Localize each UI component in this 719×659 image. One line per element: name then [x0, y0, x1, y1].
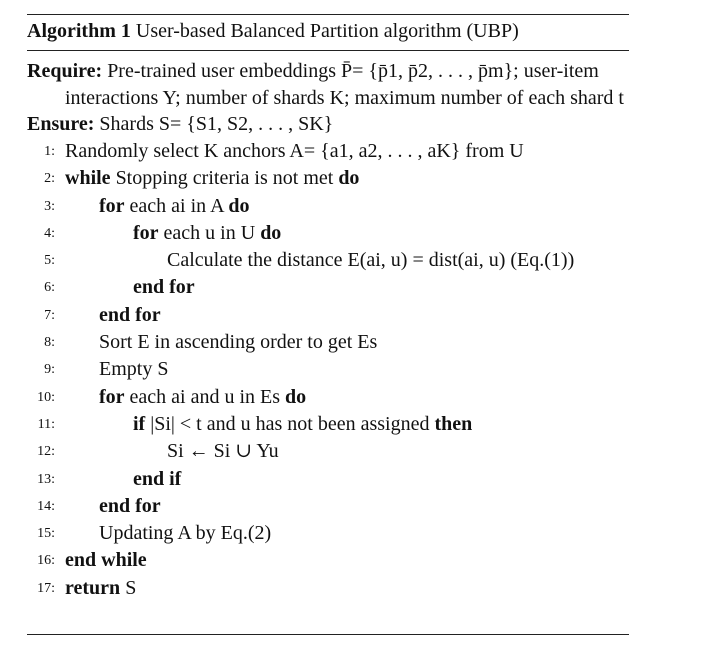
- line-4: [27, 220, 629, 247]
- line-text: if |Si| < t and u has not been assigned then: [133, 412, 473, 435]
- bottom-rule: [27, 634, 629, 635]
- require-label: Require:: [27, 60, 103, 82]
- line-9: [27, 356, 629, 383]
- line-number: 16:: [37, 553, 55, 569]
- line-text: Calculate the distance E(ai, u) = dist(ai, u) (Eq.(1)): [167, 249, 575, 272]
- algorithm-title-text: User-based Balanced Partition algorithm (UBP): [135, 20, 519, 42]
- line-5: [27, 247, 629, 274]
- line-13: [27, 466, 629, 493]
- algorithm-label: Algorithm 1: [27, 20, 131, 42]
- line-text: Sort E in ascending order to get Es: [99, 331, 378, 354]
- line-text: end for: [99, 494, 161, 517]
- line-number: 9:: [44, 362, 55, 378]
- line-number: 15:: [37, 526, 55, 542]
- line-16: [27, 547, 629, 574]
- line-text: for each ai in A do: [99, 194, 250, 217]
- line-1: [27, 138, 629, 165]
- line-number: 1:: [44, 144, 55, 159]
- ensure-text: Shards S= {S1, S2, . . . , SK}: [99, 113, 334, 135]
- line-number: 11:: [37, 416, 55, 432]
- line-8: [27, 329, 629, 356]
- line-text: for each ai and u in Es do: [99, 385, 307, 408]
- require-text: Pre-trained user embeddings P̄= {p̄1, p̄2, . . . , p̄m}; user-item interactions Y; number of shards K; maximum number of each shard t: [65, 60, 624, 109]
- line-14: [27, 493, 629, 520]
- line-number: 4:: [44, 225, 55, 241]
- line-number: 12:: [37, 444, 55, 460]
- require-block: [27, 58, 629, 111]
- line-6: [27, 274, 629, 301]
- line-text: Randomly select K anchors A= {a1, a2, . . . , aK} from U: [65, 140, 524, 162]
- algorithm-body: [27, 58, 629, 602]
- line-number: 10:: [37, 389, 55, 405]
- line-number: 8:: [44, 335, 55, 351]
- ensure-block: [27, 111, 629, 138]
- line-number: 6:: [44, 280, 55, 296]
- line-text: while Stopping criteria is not met do: [65, 167, 360, 190]
- line-text: Empty S: [99, 358, 169, 381]
- line-number: 7:: [44, 307, 55, 323]
- line-3: [27, 193, 629, 220]
- line-15: [27, 520, 629, 547]
- line-text: end for: [133, 276, 195, 299]
- line-11: [27, 411, 629, 438]
- ensure-label: Ensure:: [27, 113, 95, 135]
- line-number: 13:: [37, 471, 55, 487]
- line-text: for each u in U do: [133, 221, 282, 244]
- line-2: [27, 165, 629, 192]
- line-number: 14:: [37, 498, 55, 514]
- title-rule: [27, 50, 629, 51]
- line-text: end for: [99, 303, 161, 326]
- algorithm-title: [27, 15, 629, 46]
- algorithm-block: [27, 14, 629, 602]
- line-12: [27, 438, 629, 465]
- line-number: 17:: [37, 580, 55, 596]
- line-text: Updating A by Eq.(2): [99, 522, 272, 545]
- line-text: end while: [65, 549, 147, 572]
- line-text: return S: [65, 576, 137, 599]
- line-text: Si ← Si ∪ Yu: [167, 440, 279, 463]
- line-7: [27, 302, 629, 329]
- line-10: [27, 384, 629, 411]
- line-number: 5:: [44, 253, 55, 269]
- line-text: end if: [133, 467, 182, 490]
- line-number: 2:: [44, 171, 55, 187]
- line-17: [27, 575, 629, 602]
- line-number: 3:: [44, 198, 55, 214]
